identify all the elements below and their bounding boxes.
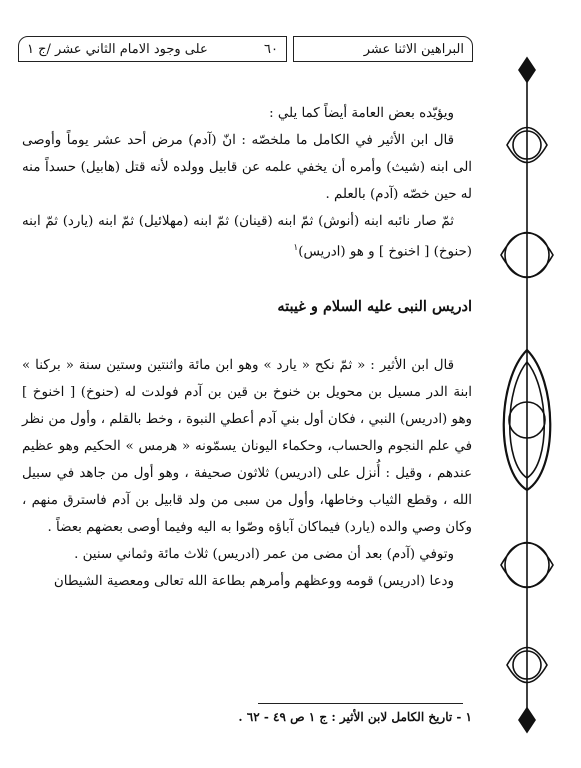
book-title: البراهين الاثنا عشر bbox=[363, 41, 464, 57]
chapter-title: على وجود الامام الثاني عشر /ج ١ bbox=[27, 41, 208, 57]
page-header bbox=[18, 36, 473, 62]
section-title: ادريس النبى عليه السلام و غيبته bbox=[277, 298, 472, 316]
paragraph-text: ثمّ صار نائبه ابنه (أنوش) ثمّ ابنه (قينان) ثمّ ابنه (مهلائيل) ثمّ ابنه (يارد) ثمّ ابنه (حنوخ) [ اخنوخ ] و هو (ادريس) bbox=[22, 214, 472, 260]
header-book-title-box bbox=[293, 36, 473, 62]
page-body bbox=[22, 100, 472, 595]
paragraph: قال ابن الأثير في الكامل ما ملخصّه : انّ (آدم) مرض أحد عشر يوماً وأوصى الى ابنه (شيث) وأمره أن يخفي علمه عن قابيل وولده لأنه قتل (هابيل) حسداً منه له حين خصّه (آدم) بالعلم . bbox=[22, 133, 472, 202]
paragraph: ودعا (ادريس) قومه ووعظهم وأمرهم بطاعة الله تعالى ومعصية الشيطان bbox=[53, 574, 454, 590]
paragraph: وتوفي (آدم) بعد أن مضى من عمر (ادريس) ثلاث مائة وثماني سنين . bbox=[74, 547, 454, 563]
page-number: ٦٠ bbox=[264, 41, 278, 57]
paragraph bbox=[22, 208, 472, 265]
header-chapter-box bbox=[18, 36, 287, 62]
paragraph: قال ابن الأثير : « ثمّ نكح « يارد » وهو ابن مائة واثنتين وستين سنة « بركنا » ابنة الدر مسيل بن محويل بن خنوخ بن قين بن آدم فولدت له (حنوخ) [ اخنوخ ] وهو (ادريس) النبي ، فكان أول بني آدم أعطي النبوة ، وخط بالقلم ، وأول من نظر في علم النجوم والحساب، وحكماء اليونان يسمّونه « هرمس » الحكيم وهو عظيم عندهم ، وقيل : أُنزل على (ادريس) ثلاثون صحيفة ، وهو أول من جاهد في سبيل الله ، وقطع الثياب وخاطها، وأول من سبى من ولد قابيل بن آدم فاسترق منهم ، وكان وصي والده (يارد) فيماكان آباؤه وصّوا به اليه وفيما أوصى بعضهم بعضاً . bbox=[22, 358, 472, 536]
paragraph: ويؤيّده بعض العامة أيضاً كما يلي : bbox=[269, 106, 454, 121]
footnote-ref: ١ bbox=[293, 243, 299, 253]
decorative-border-ornament bbox=[487, 50, 567, 740]
footnote-divider bbox=[258, 703, 463, 704]
footnote: ١ - تاريخ الكامل لابن الأثير : ج ١ ص ٤٩ - ٦٢ . bbox=[238, 710, 472, 724]
